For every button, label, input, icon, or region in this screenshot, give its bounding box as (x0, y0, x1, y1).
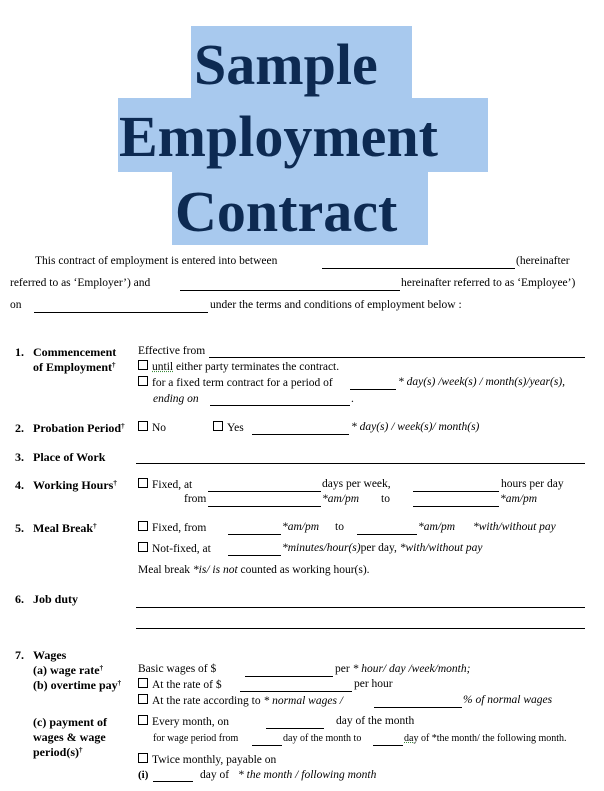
intro-text-1: This contract of employment is entered into between (35, 255, 278, 267)
every-month-blank[interactable] (266, 728, 324, 729)
title-line-1: Sample (194, 32, 378, 97)
meal-minutes-text: *minutes/hour(s)per day, *with/without pay (282, 542, 483, 554)
s7-overtime-pay: (b) overtime pay† (33, 678, 122, 692)
s1-heading-2: of Employment† (33, 360, 116, 374)
overtime-per-hour: per hour (354, 678, 393, 690)
title-line-2: Employment (119, 104, 438, 169)
wage-period-day-rest: day of *the month/ the following month. (404, 733, 567, 744)
twice-i-dayof: day of (200, 769, 230, 781)
until-option[interactable]: until either party terminates the contract. (138, 360, 339, 373)
ending-on-blank[interactable] (210, 405, 350, 406)
wage-period-from-blank[interactable] (252, 745, 282, 746)
ending-on-label: ending on (153, 393, 199, 405)
s4-number: 4. (15, 478, 24, 492)
s6-heading: Job duty (33, 592, 79, 606)
overtime-rate-option[interactable]: At the rate of $ (138, 678, 222, 691)
s3-number: 3. (15, 450, 24, 464)
probation-no-option[interactable]: No (138, 421, 166, 434)
working-from-label: from (184, 493, 207, 505)
intro-text-2b: hereinafter referred to as ‘Employee’) (401, 277, 576, 289)
checkbox-twice-monthly[interactable] (138, 753, 148, 763)
meal-to-ampm: *am/pm (418, 521, 456, 533)
every-month-dotm: day of the month (336, 715, 415, 727)
probation-yes-option[interactable]: Yes (213, 421, 244, 434)
s3-heading: Place of Work (33, 450, 106, 464)
s7-number: 7. (15, 648, 24, 662)
meal-from-blank[interactable] (228, 534, 281, 535)
overtime-rate-blank[interactable] (240, 691, 352, 692)
employer-name-blank[interactable] (322, 268, 515, 269)
checkbox-every-month[interactable] (138, 715, 148, 725)
days-per-week-blank[interactable] (208, 491, 321, 492)
probation-period-blank[interactable] (252, 434, 349, 435)
meal-break-counted: Meal break *is/ is not counted as working hour(s). (138, 564, 370, 576)
fixed-term-units: * day(s) /week(s) / month(s)/year(s), (398, 376, 566, 388)
checkbox-probation-yes[interactable] (213, 421, 223, 431)
s7-payment-1: (c) payment of (33, 715, 107, 729)
meal-notfixed-option[interactable]: Not-fixed, at (138, 542, 211, 555)
s4-heading: Working Hours† (33, 478, 117, 492)
s1-number: 1. (15, 345, 24, 359)
twice-i-blank[interactable] (153, 781, 193, 782)
fixed-term-period-blank[interactable] (350, 389, 396, 390)
ending-dot: . (351, 393, 354, 405)
hours-per-day-label: hours per day (501, 478, 564, 490)
intro-text-3: on (10, 299, 22, 311)
working-fixed-option[interactable]: Fixed, at (138, 478, 192, 491)
contract-date-blank[interactable] (34, 312, 208, 313)
overtime-according-option[interactable]: At the rate according to * normal wages / (138, 694, 343, 707)
overtime-percent-label: % of normal wages (463, 694, 553, 706)
checkbox-meal-notfixed[interactable] (138, 542, 148, 552)
s2-heading: Probation Period† (33, 421, 125, 435)
meal-fixed-option[interactable]: Fixed, from (138, 521, 206, 534)
s2-number: 2. (15, 421, 24, 435)
checkbox-overtime-rate[interactable] (138, 678, 148, 688)
s1-heading-1: Commencement (33, 345, 117, 359)
twice-i-rest: * the month / following month (238, 769, 377, 781)
s7-heading: Wages (33, 648, 67, 662)
employee-name-blank[interactable] (180, 290, 400, 291)
job-duty-blank-2[interactable] (136, 628, 585, 629)
checkbox-until[interactable] (138, 360, 148, 370)
wage-period-from-label: for wage period from (153, 733, 239, 744)
effective-from-label: Effective from (138, 345, 206, 357)
basic-wages-blank[interactable] (245, 676, 333, 677)
intro-text-3b: under the terms and conditions of employment below : (210, 299, 462, 311)
overtime-percent-blank[interactable] (374, 707, 462, 708)
meal-minutes-blank[interactable] (228, 555, 281, 556)
days-per-week-label: days per week, (322, 478, 391, 490)
working-to-blank[interactable] (413, 506, 499, 507)
wage-period-to-blank[interactable] (373, 745, 403, 746)
meal-with-pay-1: *with/without pay (473, 521, 556, 533)
place-of-work-blank[interactable] (136, 463, 585, 464)
fixed-term-option[interactable]: for a fixed term contract for a period of (138, 376, 333, 389)
basic-wages-per: per * hour/ day /week/month; (335, 663, 471, 675)
hours-per-day-blank[interactable] (413, 491, 499, 492)
checkbox-working-fixed[interactable] (138, 478, 148, 488)
every-month-option[interactable]: Every month, on (138, 715, 229, 728)
title-line-3: Contract (175, 179, 398, 244)
working-to-ampm: *am/pm (500, 493, 538, 505)
s7-payment-2: wages & wage (33, 730, 106, 744)
effective-from-blank[interactable] (209, 357, 585, 358)
meal-from-ampm: *am/pm (282, 521, 320, 533)
s7-payment-3: period(s)† (33, 745, 83, 759)
intro-text-1b: (hereinafter (516, 255, 570, 267)
probation-units: * day(s) / week(s)/ month(s) (351, 421, 480, 433)
s5-number: 5. (15, 521, 24, 535)
working-from-blank[interactable] (208, 506, 321, 507)
checkbox-probation-no[interactable] (138, 421, 148, 431)
job-duty-blank-1[interactable] (136, 607, 585, 608)
checkbox-fixed-term[interactable] (138, 376, 148, 386)
twice-i-label: (i) (138, 769, 149, 781)
basic-wages-label: Basic wages of $ (138, 663, 217, 675)
s5-heading: Meal Break† (33, 521, 97, 535)
checkbox-overtime-according[interactable] (138, 694, 148, 704)
intro-text-2: referred to as ‘Employer’) and (10, 277, 151, 289)
meal-to-blank[interactable] (357, 534, 417, 535)
s6-number: 6. (15, 592, 24, 606)
checkbox-meal-fixed[interactable] (138, 521, 148, 531)
twice-monthly-option[interactable]: Twice monthly, payable on (138, 753, 276, 766)
meal-to-label: to (335, 521, 344, 533)
working-to-label: to (381, 493, 390, 505)
working-from-ampm: *am/pm (322, 493, 360, 505)
s7-wage-rate: (a) wage rate† (33, 663, 104, 677)
wage-period-dotm-to: day of the month to (283, 733, 362, 744)
